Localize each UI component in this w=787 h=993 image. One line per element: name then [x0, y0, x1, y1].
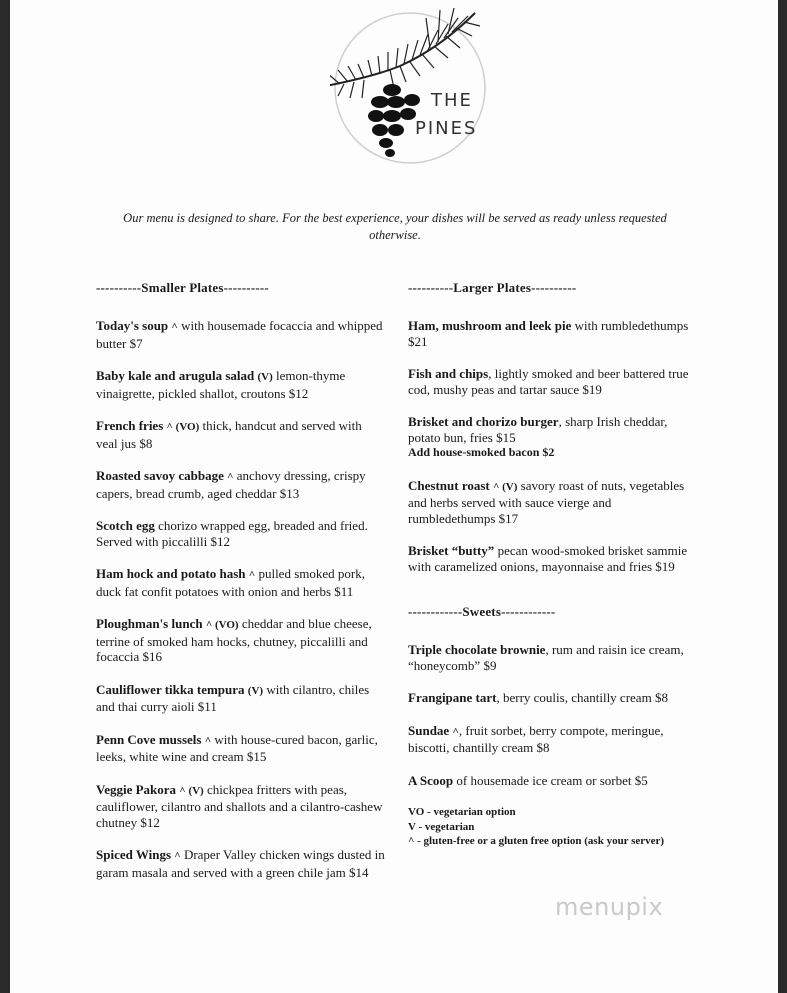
menu-item-description: savory roast of nuts, vegetables and herbs served with sauce vierge and rumbledethumps $17	[408, 477, 685, 526]
menu-item-name: Frangipane tart	[408, 690, 497, 705]
menu-item-diet-tag: (V)	[257, 371, 273, 383]
menu-item-diet-tag: ^	[171, 321, 178, 333]
menu-item-description: with rumbledethumps $21	[408, 318, 689, 349]
menu-item-name: Fish and chips	[408, 366, 489, 381]
menu-item-name: Sundae	[408, 722, 450, 738]
menu-item-description: , fruit sorbet, berry compote, meringue, biscotti, chantilly cream $8	[408, 722, 664, 755]
menu-item-name: Penn Cove mussels	[96, 731, 202, 747]
sweets-heading: ------------Sweets------------	[408, 604, 556, 619]
menu-item	[408, 723, 698, 756]
sweets-list	[408, 642, 698, 788]
menu-item	[96, 468, 386, 501]
menu-item	[96, 847, 386, 880]
menu-item	[96, 782, 386, 831]
menu-item	[96, 368, 386, 401]
menu-item-diet-tag: ^	[248, 569, 256, 581]
menu-item-diet-tag: ^ (V)	[179, 784, 204, 797]
menupix-watermark: menupix	[555, 893, 664, 921]
menu-item-diet-tag: ^	[174, 850, 181, 862]
menu-item-description: with cilantro, chiles and thai curry aioli $11	[96, 681, 370, 714]
menu-item-description: of housemade ice cream or sorbet $5	[456, 772, 648, 788]
intro-note: Our menu is designed to share. For the best experience, your dishes will be served as ready unless requested otherwise.	[123, 211, 667, 242]
larger-plates-list	[408, 318, 698, 574]
menu-item-name: Veggie Pakora	[96, 781, 177, 797]
menu-item-name: Cauliflower tikka tempura	[96, 681, 245, 697]
menu-item-description: pulled smoked pork, duck fat confit potatoes with onion and herbs $11	[96, 566, 365, 599]
smaller-plates-list	[96, 318, 386, 880]
legend-v: V - vegetarian	[408, 820, 475, 833]
menu-item-diet-tag: ^ (VO)	[166, 421, 200, 433]
smaller-plates-column	[96, 280, 386, 897]
menu-item-description: chickpea fritters with peas, cauliflower, cilantro and shallots and a cilantro-cashew chutney $12	[96, 781, 383, 830]
menu-item-description: , sharp Irish cheddar, potato bun, fries $15	[408, 414, 668, 445]
menu-item-description: anchovy dressing, crispy capers, bread crumb, aged cheddar $13	[96, 468, 366, 501]
menu-item	[408, 366, 698, 397]
menu-item	[408, 543, 698, 574]
menu-item-description: , lightly smoked and beer battered true cod, mushy peas and tartar sauce $19	[408, 366, 689, 397]
menu-item-addon: Add house-smoked bacon $2	[408, 445, 555, 459]
menu-item	[96, 566, 386, 599]
menu-item-description: pecan wood-smoked brisket sammie with caramelized onions, mayonnaise and fries $19	[408, 543, 688, 574]
menu-item-diet-tag: (V)	[247, 684, 264, 697]
menu-item-diet-tag: ^ (VO)	[205, 619, 239, 631]
menu-item-name: Brisket “butty”	[408, 543, 495, 558]
legend-gluten-free: ^ - gluten-free or a gluten free option (ask your server)	[408, 835, 665, 847]
menu-item-description: lemon-thyme vinaigrette, pickled shallot, croutons $12	[96, 368, 346, 401]
menu-item	[96, 616, 386, 665]
menu-item-name: Roasted savoy cabbage	[96, 468, 224, 483]
menu-item	[408, 642, 698, 673]
menu-item	[96, 518, 386, 549]
menu-item-description: chorizo wrapped egg, breaded and fried. Served with piccalilli $12	[96, 518, 368, 549]
dietary-legend	[408, 805, 698, 849]
menu-item-diet-tag: ^	[227, 471, 234, 483]
menu-item-name: Today's soup	[96, 318, 169, 333]
menu-item-diet-tag: ^ (V)	[493, 480, 518, 493]
menu-item	[408, 414, 698, 461]
menu-item-name: Scotch egg	[96, 518, 155, 533]
larger-plates-column	[408, 280, 698, 849]
menu-item	[408, 478, 698, 527]
menu-item-name: A Scoop	[408, 772, 454, 788]
menu-item-name: Ham, mushroom and leek pie	[408, 318, 572, 333]
menu-item-name: Ploughman's lunch	[96, 616, 203, 631]
menu-item-description: with house-cured bacon, garlic, leeks, white wine and cream $15	[96, 731, 378, 764]
menu-item-name: Baby kale and arugula salad	[96, 368, 255, 383]
menu-item-name: Ham hock and potato hash	[96, 566, 246, 581]
menu-item	[96, 318, 386, 351]
smaller-plates-heading: ----------Smaller Plates----------	[96, 280, 269, 295]
menu-item-description: , berry coulis, chantilly cream $8	[496, 690, 668, 705]
menu-item	[96, 682, 386, 715]
menu-item-name: French fries	[96, 418, 164, 433]
menu-item-description: Draper Valley chicken wings dusted in garam masala and served with a green chile jam $14	[96, 847, 385, 880]
menu-item-description: cheddar and blue cheese, terrine of smoked ham hocks, chutney, piccalilli and focaccia $16	[96, 616, 372, 664]
menu-item-name: Spiced Wings	[96, 847, 172, 862]
logo-text-pines: PINES	[415, 118, 478, 139]
menu-item-description: with housemade focaccia and whipped butter $7	[96, 318, 383, 351]
larger-plates-heading: ----------Larger Plates----------	[408, 280, 577, 295]
menu-item-name: Brisket and chorizo burger	[408, 414, 559, 429]
menu-item-name: Triple chocolate brownie	[408, 642, 546, 657]
menu-page	[10, 0, 778, 993]
pine-cone-logo	[330, 8, 490, 168]
menu-item	[96, 732, 386, 765]
menu-item	[408, 773, 698, 789]
menu-item-description: , rum and raisin ice cream, “honeycomb” $9	[408, 642, 684, 673]
menu-item-diet-tag: ^	[204, 734, 212, 747]
logo-text-the: THE	[431, 90, 473, 111]
menu-item-description: thick, handcut and served with veal jus $8	[96, 418, 362, 451]
menu-item	[408, 690, 698, 706]
legend-vo: VO - vegetarian option	[408, 806, 516, 818]
menu-item	[96, 418, 386, 451]
menu-item-name: Chestnut roast	[408, 477, 490, 493]
menu-item-diet-tag: ^	[452, 725, 459, 738]
menu-item	[408, 318, 698, 349]
